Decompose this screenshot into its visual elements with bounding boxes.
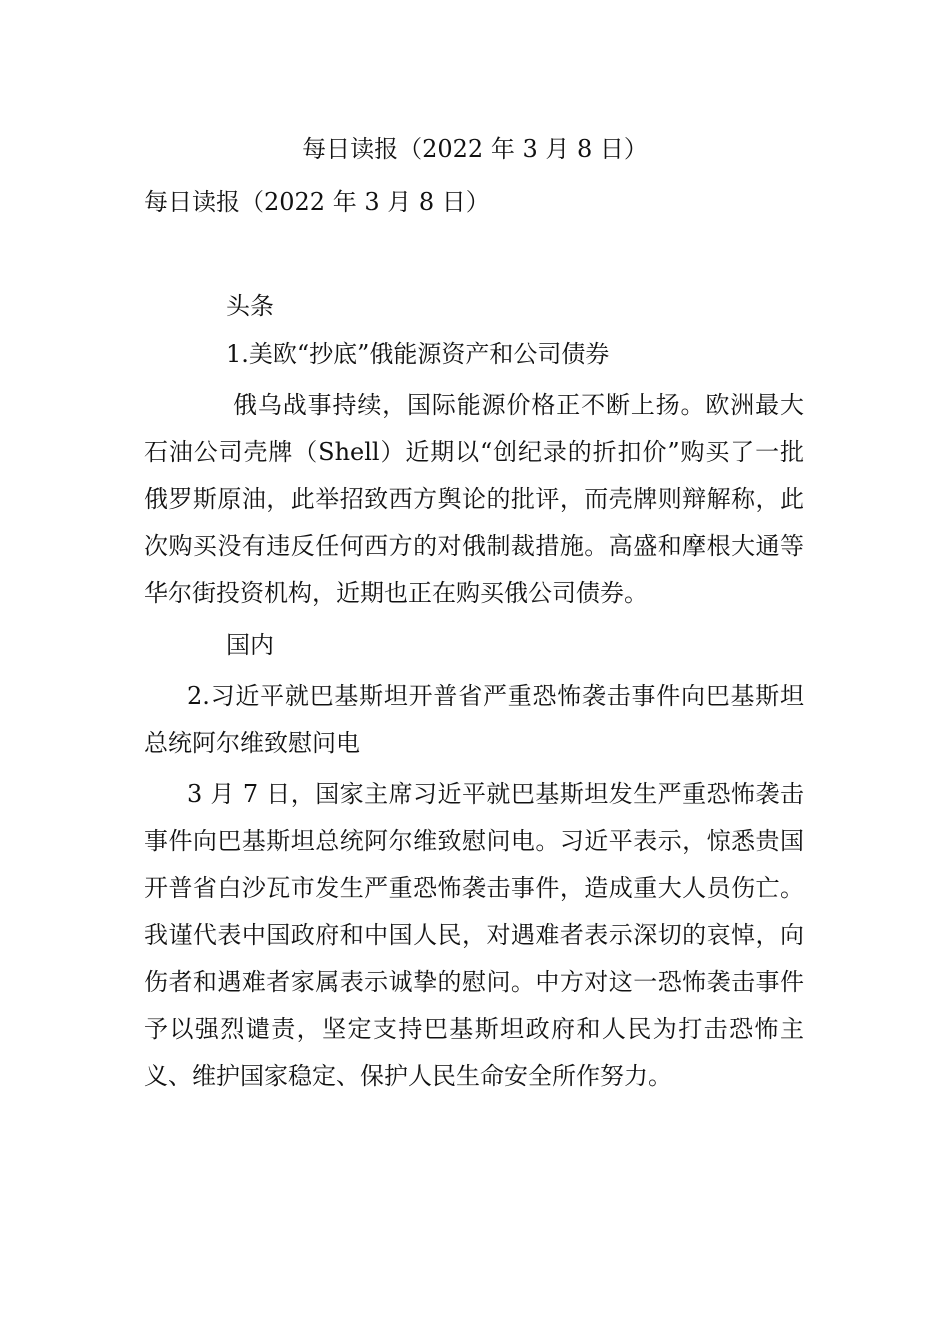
document-title: 每日读报（2022 年 3 月 8 日） [144,188,490,216]
article-body: 3 月 7 日，国家主席习近平就巴基斯坦发生严重恐怖袭击事件向巴基斯坦总统阿尔维致慰问电。习近平表示，惊悉贵国开普省白沙瓦市发生严重恐怖袭击事件，造成重大人员伤亡。我谨代表中国政府和中国人民，对遇难者表示深切的哀悼，向伤者和遇难者家属表示诚挚的慰问。中方对这一恐怖袭击事件予以强烈谴责，坚定支持巴基斯坦政府和人民为打击恐怖主义、维护国家稳定、保护人民生命安全所作努力。 [144,780,804,1090]
section-label-headlines: 头条 [226,292,274,320]
section-label-domestic: 国内 [226,631,274,659]
document-body [144,178,804,1100]
article-heading: 1.美欧“抄底”俄能源资产和公司债券 [226,340,610,368]
centered-document-title: 每日读报（2022 年 3 月 8 日） [302,135,648,163]
spacer [144,226,804,282]
article-heading: 2.习近平就巴基斯坦开普省严重恐怖袭击事件向巴基斯坦总统阿尔维致慰问电 [144,682,804,757]
article-body: 俄乌战事持续，国际能源价格正不断上扬。欧洲最大石油公司壳牌（Shell）近期以“创纪录的折扣价”购买了一批俄罗斯原油，此举招致西方舆论的批评，而壳牌则辩解称，此次购买没有违反任何西方的对俄制裁措施。高盛和摩根大通等华尔街投资机构，近期也正在购买俄公司债券。 [144,391,804,607]
